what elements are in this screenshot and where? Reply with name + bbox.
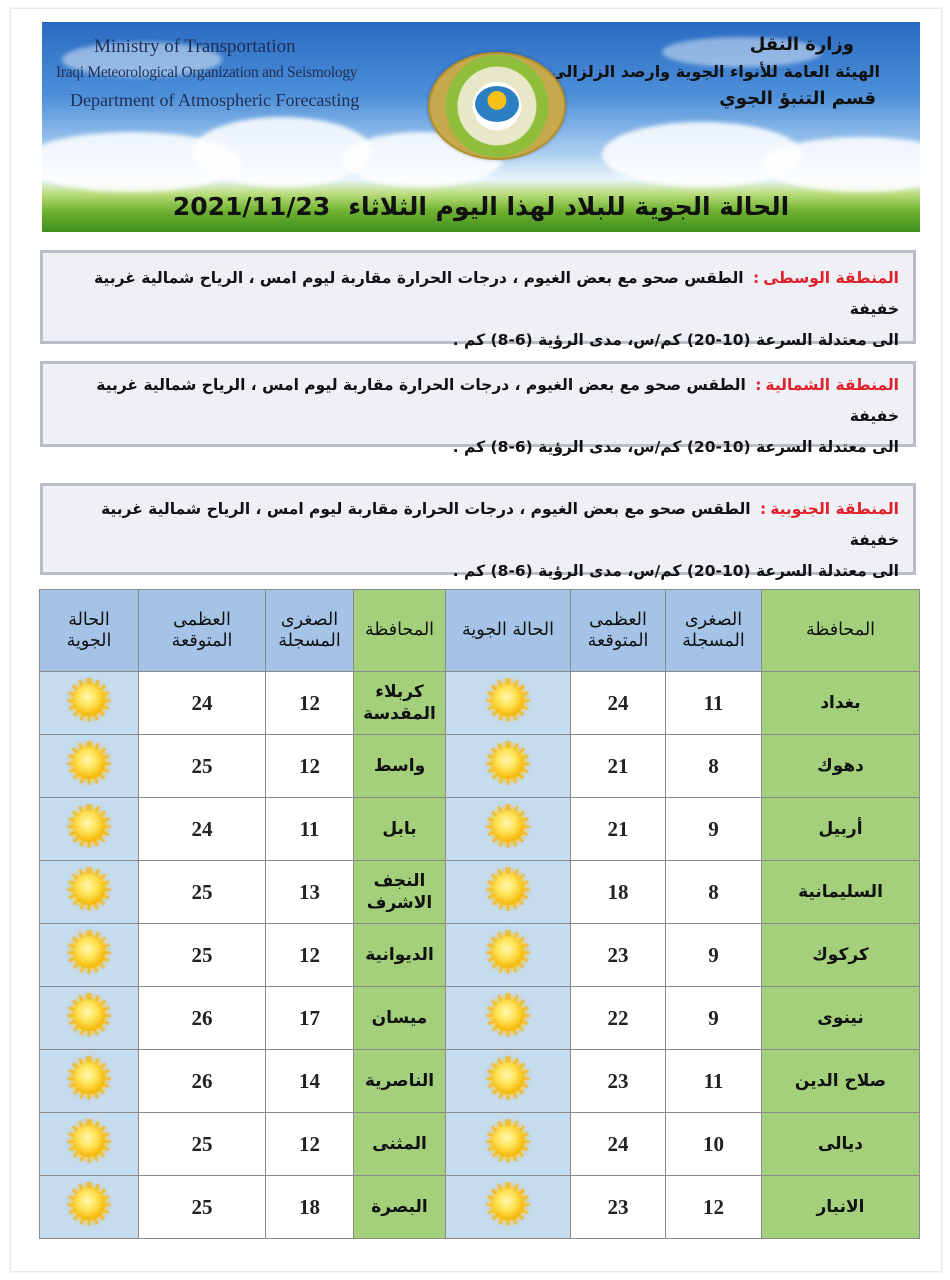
region-line-2: الى معتدلة السرعة (10-20) كم/س، مدى الرؤية (6-8) كم . bbox=[452, 331, 899, 349]
condition-cell bbox=[446, 1113, 571, 1176]
min-temp-cell: 8 bbox=[666, 735, 762, 798]
min-temp-cell: 11 bbox=[266, 798, 354, 861]
region-text: الطقس صحو مع بعض الغيوم ، درجات الحرارة مقاربة ليوم امس ، الرياح شمالية غربية خفيفة bbox=[101, 500, 899, 549]
governorate-cell: صلاح الدين bbox=[762, 1050, 920, 1113]
max-temp-cell: 23 bbox=[571, 1176, 666, 1239]
sun-icon bbox=[492, 1062, 524, 1094]
sun-icon bbox=[492, 999, 524, 1031]
logo-emblem-icon bbox=[475, 86, 519, 122]
governorate-cell: دهوك bbox=[762, 735, 920, 798]
header-condition bbox=[40, 590, 139, 672]
governorate-line1: بابل bbox=[382, 819, 417, 839]
governorate-cell bbox=[354, 924, 446, 987]
sun-icon bbox=[73, 873, 105, 905]
condition-cell bbox=[40, 987, 139, 1050]
min-temp-cell: 13 bbox=[266, 861, 354, 924]
max-temp-cell: 21 bbox=[571, 798, 666, 861]
governorate-line2: الاشرف bbox=[366, 893, 433, 913]
governorate-line1: الناصرية bbox=[364, 1071, 435, 1091]
sun-icon bbox=[73, 747, 105, 779]
governorate-line1: ميسان bbox=[371, 1008, 428, 1028]
condition-cell bbox=[40, 1113, 139, 1176]
header-min-line2: المسجلة bbox=[682, 630, 745, 651]
min-temp-cell: 12 bbox=[266, 672, 354, 735]
max-temp-cell: 25 bbox=[139, 1113, 266, 1176]
max-temp-cell: 22 bbox=[571, 987, 666, 1050]
ministry-name-ar: وزارة النقل bbox=[749, 34, 854, 55]
max-temp-cell: 26 bbox=[139, 1050, 266, 1113]
condition-cell bbox=[446, 987, 571, 1050]
governorate-cell bbox=[354, 1113, 446, 1176]
governorate-line1: الديوانية bbox=[365, 945, 434, 965]
governorate-cell bbox=[354, 798, 446, 861]
condition-cell bbox=[446, 924, 571, 987]
header-min-line2: المسجلة bbox=[278, 630, 341, 651]
table-row bbox=[40, 672, 920, 735]
table-row bbox=[40, 924, 920, 987]
condition-cell bbox=[446, 861, 571, 924]
max-temp-cell: 25 bbox=[139, 924, 266, 987]
min-temp-cell: 8 bbox=[666, 861, 762, 924]
max-temp-cell: 24 bbox=[139, 798, 266, 861]
header-max bbox=[571, 590, 666, 672]
table-header-row bbox=[40, 590, 920, 672]
table-row bbox=[40, 861, 920, 924]
min-temp-cell: 9 bbox=[666, 924, 762, 987]
table-row bbox=[40, 1113, 920, 1176]
sun-icon bbox=[73, 684, 105, 716]
header-cond-line1: الحالة bbox=[68, 609, 110, 630]
governorate-cell bbox=[354, 1050, 446, 1113]
table-row bbox=[40, 987, 920, 1050]
min-temp-cell: 11 bbox=[666, 1050, 762, 1113]
region-line-1: المنطقة الشمالية: الطقس صحو مع بعض الغيوم ، درجات الحرارة مقاربة ليوم امس ، الرياح شمالية غربية خفيفة bbox=[96, 376, 899, 425]
governorate-cell: أربيل bbox=[762, 798, 920, 861]
title-text: الحالة الجوية للبلاد لهذا اليوم الثلاثاء bbox=[348, 191, 790, 221]
min-temp-cell: 12 bbox=[266, 735, 354, 798]
min-temp-cell: 12 bbox=[666, 1176, 762, 1239]
header-min-line1: الصغرى bbox=[280, 609, 339, 630]
sun-icon bbox=[73, 1188, 105, 1220]
table-row bbox=[40, 1050, 920, 1113]
governorate-line1: كربلاء bbox=[375, 682, 424, 702]
condition-cell bbox=[446, 672, 571, 735]
header-max-line2: المتوقعة bbox=[587, 630, 649, 651]
table-row bbox=[40, 735, 920, 798]
sun-icon bbox=[492, 1125, 524, 1157]
region-line-1: المنطقة الوسطى: الطقس صحو مع بعض الغيوم ، درجات الحرارة مقاربة ليوم امس ، الرياح شمالية غربية خفيفة bbox=[94, 269, 899, 318]
governorate-cell bbox=[354, 735, 446, 798]
sun-icon bbox=[73, 936, 105, 968]
sun-icon bbox=[73, 999, 105, 1031]
region-text: الطقس صحو مع بعض الغيوم ، درجات الحرارة مقاربة ليوم امس ، الرياح شمالية غربية خفيفة bbox=[94, 269, 899, 318]
organization-name-en: Iraqi Meteorological Organization and Seismology bbox=[56, 64, 358, 81]
sun-icon bbox=[73, 1062, 105, 1094]
header-max-line2: المتوقعة bbox=[171, 630, 233, 651]
condition-cell bbox=[446, 1050, 571, 1113]
governorate-line1: النجف bbox=[373, 871, 426, 891]
governorate-cell bbox=[354, 1176, 446, 1239]
max-temp-cell: 21 bbox=[571, 735, 666, 798]
min-temp-cell: 18 bbox=[266, 1176, 354, 1239]
max-temp-cell: 18 bbox=[571, 861, 666, 924]
organization-name-ar: الهيئة العامة للأنواء الجوية وارصد الزلزالي bbox=[550, 62, 880, 81]
ministry-name-en: Ministry of Transportation bbox=[94, 36, 296, 57]
governorate-cell: نينوى bbox=[762, 987, 920, 1050]
header-max-line1: العظمى bbox=[589, 609, 647, 630]
min-temp-cell: 9 bbox=[666, 798, 762, 861]
max-temp-cell: 25 bbox=[139, 1176, 266, 1239]
governorate-cell: كركوك bbox=[762, 924, 920, 987]
header-governorate: المحافظة bbox=[354, 590, 446, 672]
max-temp-cell: 23 bbox=[571, 924, 666, 987]
region-text: الطقس صحو مع بعض الغيوم ، درجات الحرارة مقاربة ليوم امس ، الرياح شمالية غربية خفيفة bbox=[96, 376, 899, 425]
weather-table bbox=[39, 589, 920, 1239]
condition-cell bbox=[40, 1050, 139, 1113]
condition-cell bbox=[40, 798, 139, 861]
governorate-line1: المثنى bbox=[372, 1134, 427, 1154]
header-max bbox=[139, 590, 266, 672]
header-governorate: المحافظة bbox=[762, 590, 920, 672]
sun-icon bbox=[492, 873, 524, 905]
max-temp-cell: 25 bbox=[139, 735, 266, 798]
max-temp-cell: 26 bbox=[139, 987, 266, 1050]
min-temp-cell: 14 bbox=[266, 1050, 354, 1113]
condition-cell bbox=[40, 735, 139, 798]
governorate-line1: البصرة bbox=[371, 1197, 428, 1217]
governorate-line1: واسط bbox=[373, 756, 426, 776]
header-min-line1: الصغرى bbox=[684, 609, 743, 630]
condition-cell bbox=[446, 1176, 571, 1239]
governorate-cell: السليمانية bbox=[762, 861, 920, 924]
region-name: المنطقة الوسطى bbox=[763, 269, 899, 287]
region-central bbox=[40, 250, 916, 349]
governorate-line2: المقدسة bbox=[363, 704, 436, 724]
max-temp-cell: 23 bbox=[571, 1050, 666, 1113]
sun-icon bbox=[73, 1125, 105, 1157]
condition-cell bbox=[40, 924, 139, 987]
header-min bbox=[666, 590, 762, 672]
header-max-line1: العظمى bbox=[173, 609, 231, 630]
region-line-1: المنطقة الجنوبية: الطقس صحو مع بعض الغيوم ، درجات الحرارة مقاربة ليوم امس ، الرياح شمالية غربية خفيفة bbox=[101, 500, 899, 549]
header-min bbox=[266, 590, 354, 672]
condition-cell bbox=[446, 798, 571, 861]
page-title bbox=[42, 180, 920, 232]
title-date: 2021/11/23 bbox=[172, 191, 331, 221]
sun-icon bbox=[492, 684, 524, 716]
max-temp-cell: 24 bbox=[571, 672, 666, 735]
sun-icon bbox=[492, 810, 524, 842]
max-temp-cell: 24 bbox=[139, 672, 266, 735]
region-line-2: الى معتدلة السرعة (10-20) كم/س، مدى الرؤية (6-8) كم . bbox=[452, 438, 899, 456]
header-condition: الحالة الجوية bbox=[446, 590, 571, 672]
department-name-en: Department of Atmospheric Forecasting bbox=[70, 90, 360, 110]
governorate-cell: ديالى bbox=[762, 1113, 920, 1176]
governorate-cell bbox=[354, 861, 446, 924]
header-cond-line2: الجوية bbox=[66, 630, 112, 651]
condition-cell bbox=[40, 1176, 139, 1239]
governorate-cell: بغداد bbox=[762, 672, 920, 735]
region-name: المنطقة الجنوبية bbox=[770, 500, 899, 518]
sun-icon bbox=[492, 936, 524, 968]
min-temp-cell: 12 bbox=[266, 1113, 354, 1176]
region-name: المنطقة الشمالية bbox=[765, 376, 899, 394]
condition-cell bbox=[40, 672, 139, 735]
table-row bbox=[40, 1176, 920, 1239]
max-temp-cell: 25 bbox=[139, 861, 266, 924]
min-temp-cell: 9 bbox=[666, 987, 762, 1050]
governorate-cell bbox=[354, 987, 446, 1050]
organization-logo bbox=[428, 52, 566, 160]
table-row bbox=[40, 798, 920, 861]
sun-icon bbox=[73, 810, 105, 842]
region-north bbox=[40, 361, 916, 456]
min-temp-cell: 11 bbox=[666, 672, 762, 735]
region-line-2: الى معتدلة السرعة (10-20) كم/س، مدى الرؤية (6-8) كم . bbox=[452, 562, 899, 580]
condition-cell bbox=[40, 861, 139, 924]
condition-cell bbox=[446, 735, 571, 798]
governorate-cell: الانبار bbox=[762, 1176, 920, 1239]
min-temp-cell: 12 bbox=[266, 924, 354, 987]
min-temp-cell: 10 bbox=[666, 1113, 762, 1176]
min-temp-cell: 17 bbox=[266, 987, 354, 1050]
region-south bbox=[40, 483, 916, 580]
governorate-cell bbox=[354, 672, 446, 735]
sun-icon bbox=[492, 1188, 524, 1220]
sun-icon bbox=[492, 747, 524, 779]
department-name-ar: قسم التنبؤ الجوي bbox=[719, 88, 876, 109]
max-temp-cell: 24 bbox=[571, 1113, 666, 1176]
